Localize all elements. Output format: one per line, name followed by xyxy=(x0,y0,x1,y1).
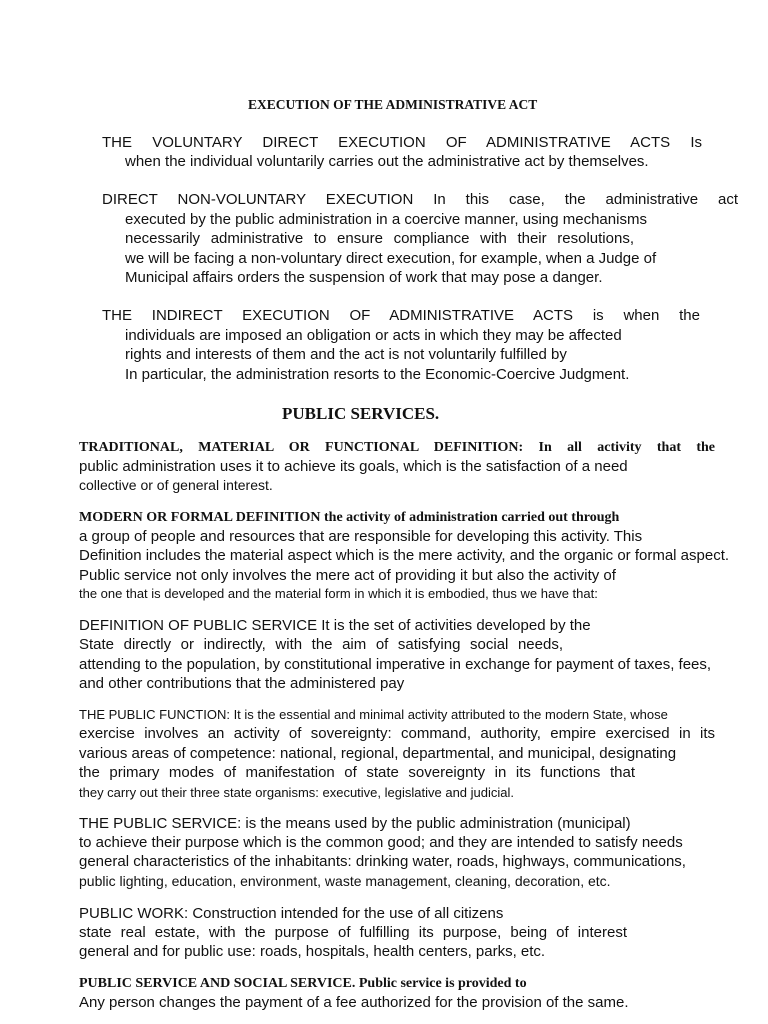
non-voluntary-execution-line-1: DIRECT NON-VOLUNTARY EXECUTION In this case, the administrative act xyxy=(102,191,738,208)
voluntary-execution-line-2: when the individual voluntarily carries out the administrative act by themselves. xyxy=(125,153,649,170)
public-work-line-3: general and for public use: roads, hospitals, health centers, parks, etc. xyxy=(79,943,546,960)
public-work-line-1: PUBLIC WORK: Construction intended for the use of all citizens xyxy=(79,905,504,922)
indirect-execution-line-3: rights and interests of them and the act is not voluntarily fulfilled by xyxy=(125,346,567,363)
indirect-execution-line-4: In particular, the administration resorts to the Economic-Coercive Judgment. xyxy=(125,366,630,383)
traditional-definition-line-2: public administration uses it to achieve its goals, which is the satisfaction of a need xyxy=(79,458,628,475)
public-service-definition-line-1: DEFINITION OF PUBLIC SERVICE It is the set of activities developed by the xyxy=(79,617,591,634)
the-public-service-line-4: public lighting, education, environment, waste management, cleaning, decoration, etc. xyxy=(79,873,611,889)
document-title: EXECUTION OF THE ADMINISTRATIVE ACT xyxy=(248,97,538,112)
the-public-service-line-1: THE PUBLIC SERVICE: is the means used by the public administration (municipal) xyxy=(79,815,631,832)
non-voluntary-execution-line-2: executed by the public administration in a coercive manner, using mechanisms xyxy=(125,211,647,228)
public-work-line-2: state real estate, with the purpose of fulfilling its purpose, being of interest xyxy=(79,924,627,941)
public-function-line-4: the primary modes of manifestation of state sovereignty in its functions that xyxy=(79,764,635,781)
non-voluntary-execution-line-4: we will be facing a non-voluntary direct execution, for example, when a Judge of xyxy=(125,250,657,267)
public-function-line-1: THE PUBLIC FUNCTION: It is the essential and minimal activity attributed to the modern State, whose xyxy=(79,707,668,722)
the-public-service-line-2: to achieve their purpose which is the common good; and they are intended to satisfy needs xyxy=(79,834,683,851)
indirect-execution-line-1: THE INDIRECT EXECUTION OF ADMINISTRATIVE ACTS is when the xyxy=(102,307,700,324)
social-service-line-2: Any person changes the payment of a fee authorized for the provision of the same. xyxy=(79,994,629,1011)
modern-definition-line-5: the one that is developed and the material form in which it is embodied, thus we have that: xyxy=(79,586,598,601)
public-function-line-3: various areas of competence: national, regional, departmental, and municipal, designating xyxy=(79,745,677,762)
modern-definition-line-1: MODERN OR FORMAL DEFINITION the activity of administration carried out through xyxy=(79,510,620,525)
modern-definition-line-2: a group of people and resources that are responsible for developing this activity. This xyxy=(79,528,643,545)
public-function-line-2: exercise involves an activity of sovereignty: command, authority, empire exercised in its xyxy=(79,725,715,742)
non-voluntary-execution-line-3: necessarily administrative to ensure compliance with their resolutions, xyxy=(125,230,634,247)
public-service-definition-line-2: State directly or indirectly, with the aim of satisfying social needs, xyxy=(79,636,563,653)
non-voluntary-execution-line-5: Municipal affairs orders the suspension of work that may pose a danger. xyxy=(125,269,603,286)
the-public-service-line-3: general characteristics of the inhabitants: drinking water, roads, highways, communications, xyxy=(79,853,686,870)
public-service-definition-line-4: and other contributions that the administered pay xyxy=(79,675,405,692)
modern-definition-line-3: Definition includes the material aspect which is the mere activity, and the organic or formal aspect. xyxy=(79,547,730,564)
public-function-line-5: they carry out their three state organisms: executive, legislative and judicial. xyxy=(79,785,514,800)
voluntary-execution-line-1: THE VOLUNTARY DIRECT EXECUTION OF ADMINISTRATIVE ACTS Is xyxy=(102,134,702,151)
social-service-line-1: PUBLIC SERVICE AND SOCIAL SERVICE. Public service is provided to xyxy=(79,976,527,991)
section-title: PUBLIC SERVICES. xyxy=(282,404,440,423)
indirect-execution-line-2: individuals are imposed an obligation or acts in which they may be affected xyxy=(125,327,622,344)
public-service-definition-line-3: attending to the population, by constitutional imperative in exchange for payment of taxes, fees, xyxy=(79,656,712,673)
traditional-definition-line-1: TRADITIONAL, MATERIAL OR FUNCTIONAL DEFINITION: In all activity that the xyxy=(79,440,715,455)
traditional-definition-line-3: collective or of general interest. xyxy=(79,477,273,493)
modern-definition-line-4: Public service not only involves the mere act of providing it but also the activity of xyxy=(79,567,616,584)
